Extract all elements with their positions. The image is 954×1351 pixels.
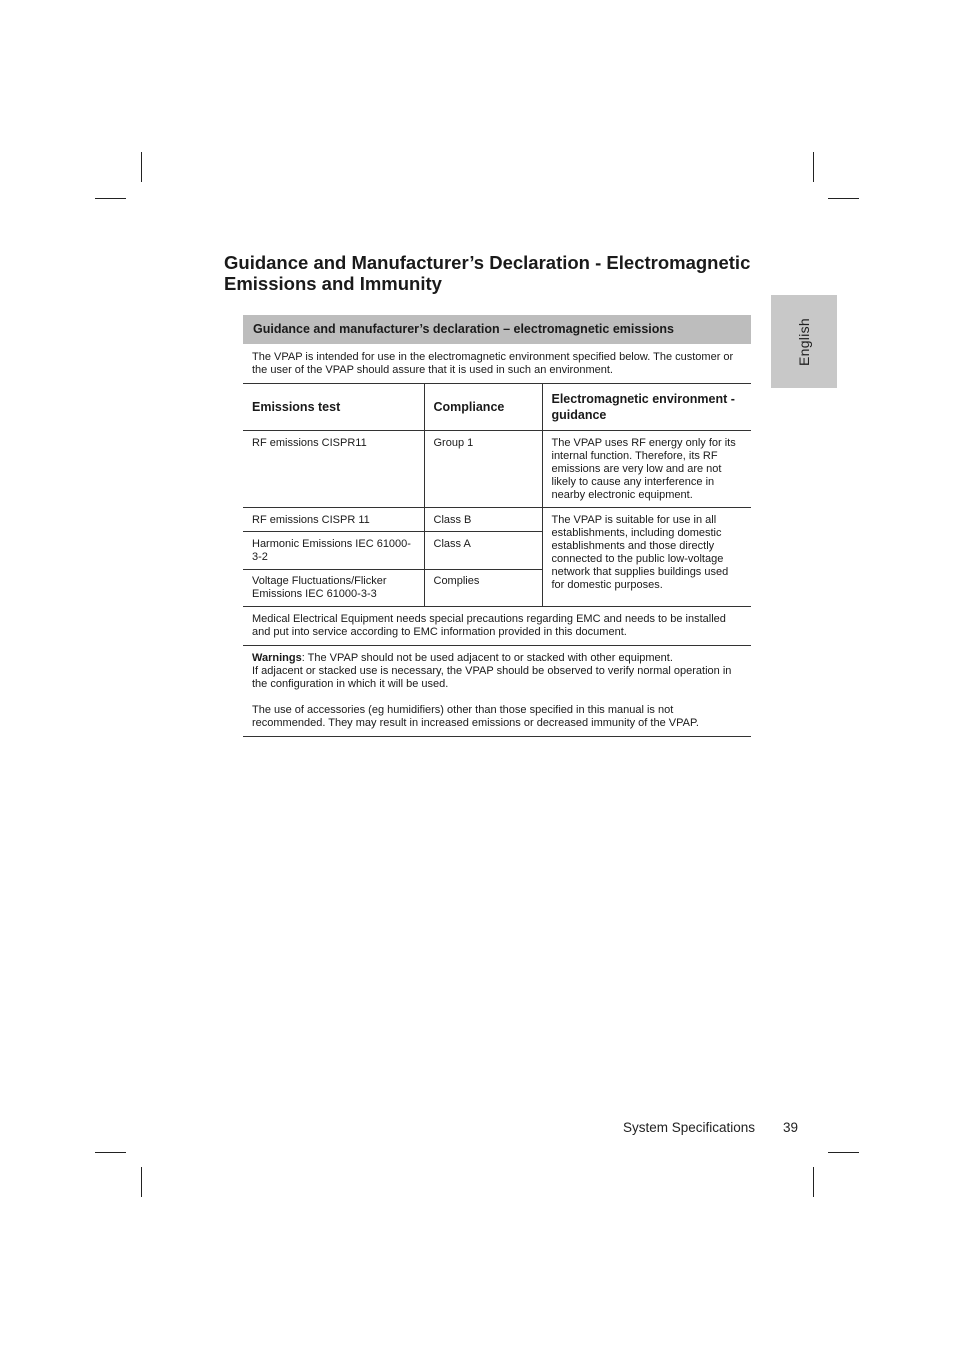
emissions-test-cell: Voltage Fluctuations/Flicker Emissions IEC 61000-3-3 (243, 570, 424, 607)
crop-mark (95, 198, 126, 199)
emissions-declaration-table (243, 315, 751, 737)
warnings-cell (243, 646, 751, 737)
crop-mark (813, 1167, 814, 1197)
compliance-cell: Class B (424, 508, 542, 532)
table-intro-row (243, 344, 751, 384)
page-number: 39 (783, 1120, 799, 1135)
column-header-guidance: Electromagnetic environment - guidance (542, 384, 751, 431)
footer-section-title: System Specifications (623, 1120, 756, 1135)
table-heading-row (243, 315, 751, 344)
warnings-label: Warnings (252, 652, 302, 664)
crop-mark (141, 1167, 142, 1197)
compliance-cell: Complies (424, 570, 542, 607)
emissions-test-cell: Harmonic Emissions IEC 61000-3-2 (243, 532, 424, 570)
crop-mark (813, 152, 814, 182)
column-header-compliance: Compliance (424, 384, 542, 431)
compliance-cell: Group 1 (424, 431, 542, 508)
page-title: Guidance and Manufacturer’s Declaration - Electromagnetic Emissions and Immunity (224, 252, 751, 294)
emc-note: Medical Electrical Equipment needs special precautions regarding EMC and needs to be installed and put into service according to EMC information provided in this document. (243, 607, 751, 646)
emissions-test-cell: RF emissions CISPR11 (243, 431, 424, 508)
column-header-row (243, 384, 751, 431)
crop-mark (828, 1152, 859, 1153)
warnings-text-2: If adjacent or stacked use is necessary, the VPAP should be observed to verify normal operation in the configuration in which it will be used. (252, 665, 732, 690)
crop-mark (828, 198, 859, 199)
guidance-cell: The VPAP uses RF energy only for its internal function. Therefore, its RF emissions are very low and are not likely to cause any interference in nearby electronic equipment. (542, 431, 751, 508)
language-tab-label: English (796, 317, 812, 366)
table-row (243, 431, 751, 508)
table-intro: The VPAP is intended for use in the electromagnetic environment specified below. The customer or the user of the VPAP should assure that it is used in such an environment. (243, 344, 751, 384)
column-header-test: Emissions test (243, 384, 424, 431)
table-note-row (243, 607, 751, 646)
warnings-row (243, 646, 751, 737)
guidance-cell: The VPAP is suitable for use in all establishments, including domestic establishments and those directly connected to the public low-voltage network that supplies buildings used for domestic purposes. (542, 508, 751, 607)
warnings-text: : The VPAP should not be used adjacent to or stacked with other equipment. (301, 652, 673, 664)
crop-mark (95, 1152, 126, 1153)
language-tab (771, 295, 837, 388)
table-heading: Guidance and manufacturer’s declaration – electromagnetic emissions (243, 315, 751, 344)
crop-mark (141, 152, 142, 182)
accessories-note: The use of accessories (eg humidifiers) other than those specified in this manual is not recommended. They may result in increased emissions or decreased immunity of the VPAP. (252, 704, 699, 729)
compliance-cell: Class A (424, 532, 542, 570)
table-row (243, 508, 751, 532)
emissions-test-cell: RF emissions CISPR 11 (243, 508, 424, 532)
